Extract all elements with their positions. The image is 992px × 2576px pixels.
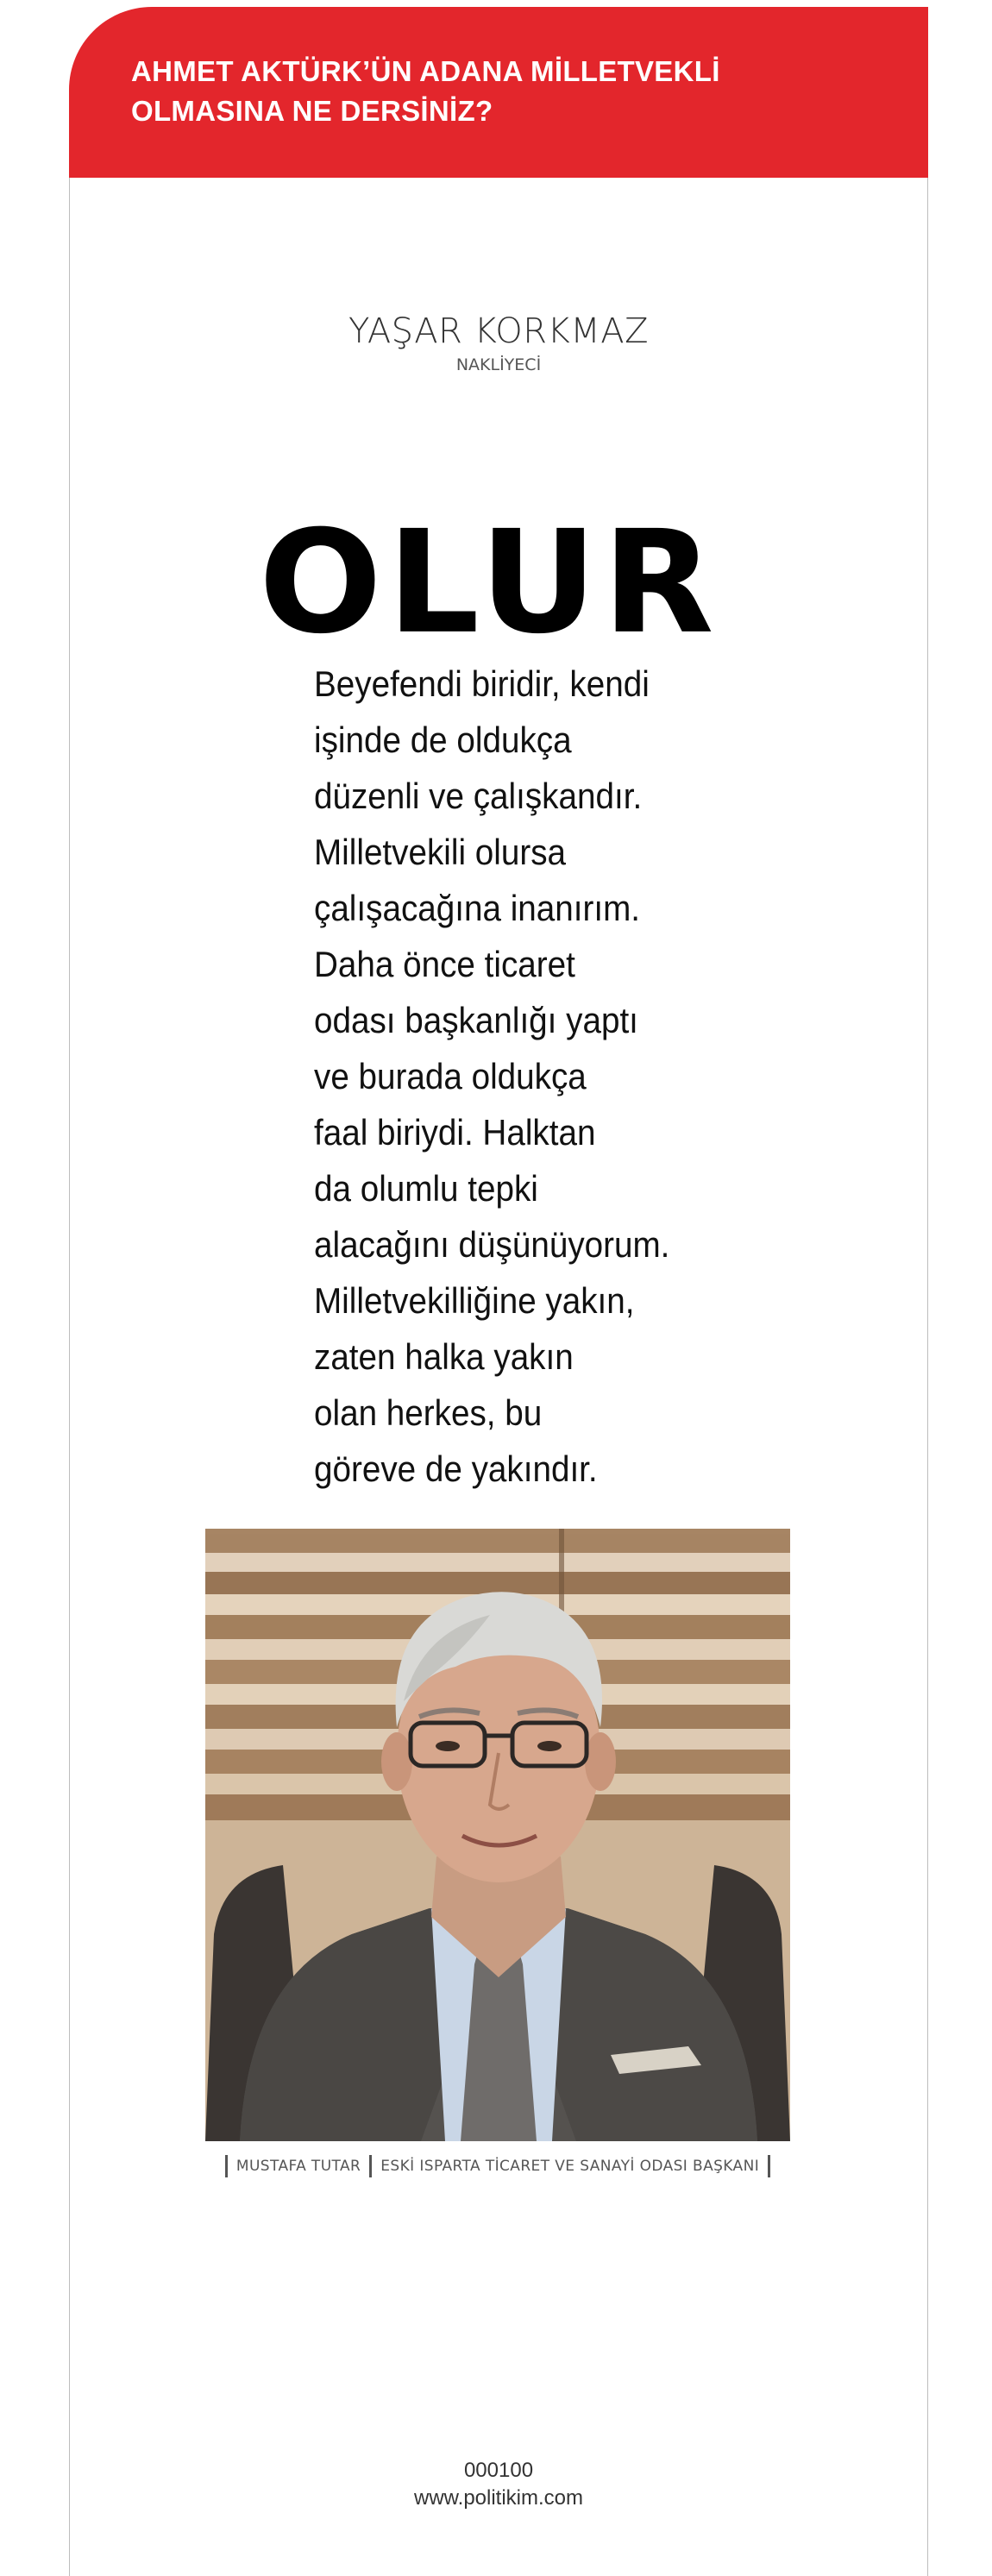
body-text: Beyefendi biridir, kendi işinde de oldukça düzenli ve çalışkandır. Milletvekili olursa çalışacağına inanırım. Daha önce ticaret odası başkanlığı yaptı ve burada oldukça faal biriydi. Halktan da olumlu tepki alacağını düşünüyorum. Milletvekilliğine yakın, zaten halka yakın olan herkes, bu göreve de yakındır. <box>314 663 670 1489</box>
caption-title: ESKİ ISPARTA TİCARET VE SANAYİ ODASI BAŞKANI <box>380 2158 760 2175</box>
header-banner <box>69 7 928 178</box>
author-role: NAKLİYECİ <box>455 355 542 374</box>
headline: OLUR <box>259 499 719 666</box>
author-name: YAŞAR KORKMAZ <box>348 311 650 351</box>
page-code: 000100 <box>463 2459 534 2482</box>
frame-border-left <box>69 173 70 2576</box>
caption-name: MUSTAFA TUTAR <box>235 2158 361 2175</box>
portrait-photo <box>205 1529 790 2141</box>
caption-divider <box>768 2155 770 2177</box>
caption-divider <box>369 2155 372 2177</box>
header-title: AHMET AKTÜRK’ÜN ADANA MİLLETVEKLİ OLMASINA NE DERSİNİZ? <box>131 55 720 127</box>
portrait-illustration <box>205 1529 790 2141</box>
caption-divider <box>225 2155 228 2177</box>
frame-border-right <box>927 173 928 2576</box>
footer <box>69 2457 928 2512</box>
website-url: www.politikim.com <box>413 2486 584 2510</box>
author-block <box>69 311 928 374</box>
photo-caption <box>205 2153 790 2179</box>
